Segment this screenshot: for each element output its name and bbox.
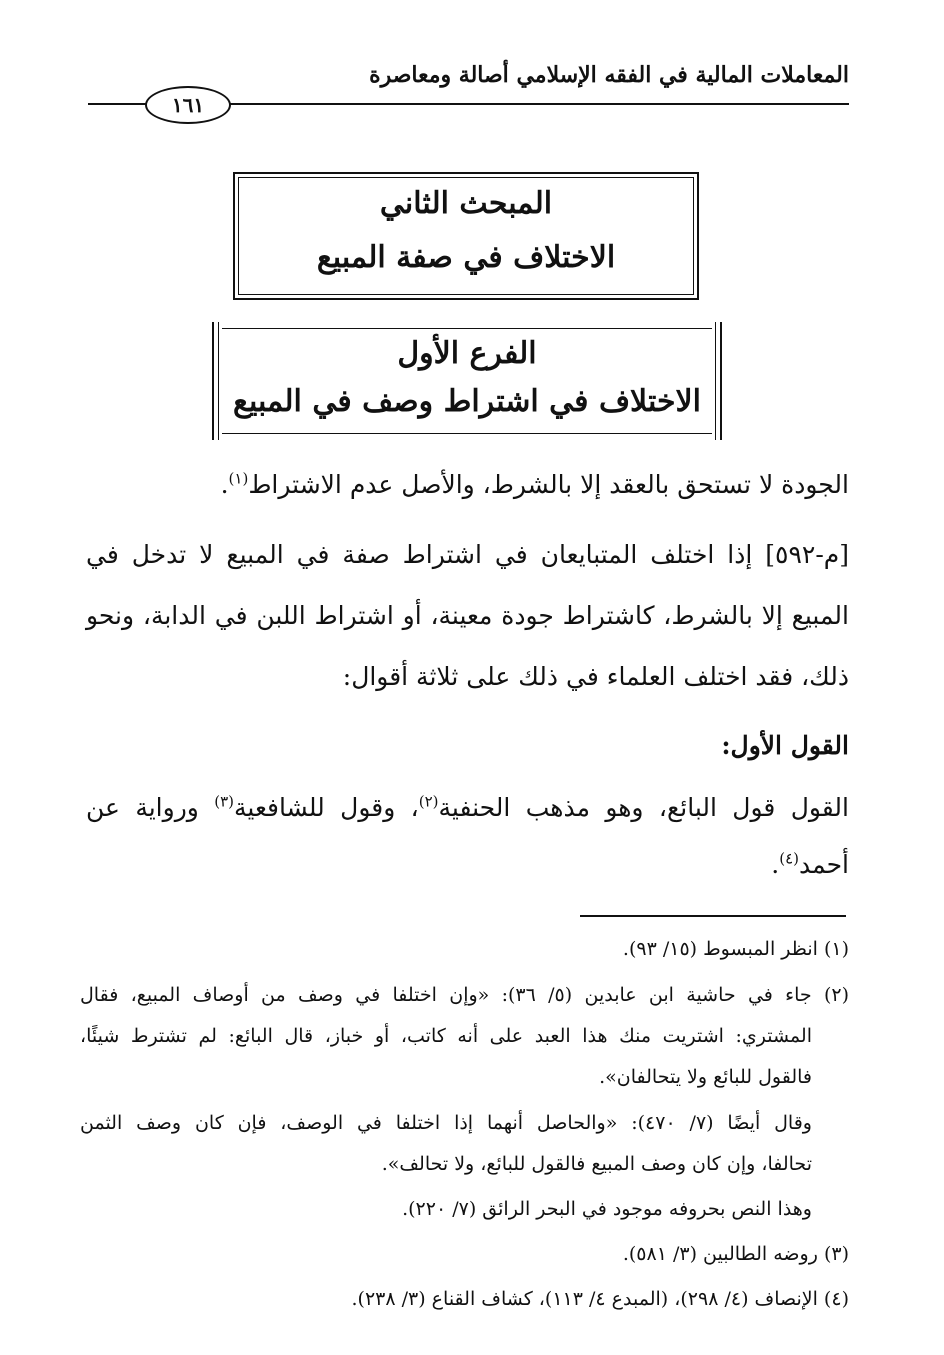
footnote-4: (٤) الإنصاف (٤/ ٢٩٨)، (المبدع ٤/ ١١٣)، كشاف القناع (٣/ ٢٣٨).: [351, 1288, 849, 1310]
footnote-2-line-4: وقال أيضًا (٧/ ٤٧٠): «والحاصل أنهما إذا اختلفا في الوصف، فإن كان وصف الثمن: [80, 1112, 812, 1134]
footnote-2-line-5: تحالفا، وإن كان وصف المبيع فالقول للبائع، ولا تحالف».: [381, 1153, 812, 1175]
issue-line-3: ذلك، فقد اختلف العلماء في ذلك على ثلاثة أقوال:: [342, 662, 849, 691]
footnote-2-line-2: المشتري: اشتريت منك هذا العبد على أنه كاتب، أو خباز، قال البائع: لم تشترط شيئًا،: [80, 1025, 812, 1047]
section-title-box: [233, 172, 699, 300]
footnote-2-line-1: (٢) جاء في حاشية ابن عابدين (٥/ ٣٦): «وإن اختلفا في وصف من أوصاف المبيع، فقال: [80, 984, 849, 1006]
section-subtitle: الاختلاف في صفة المبيع: [316, 240, 616, 275]
section-title: المبحث الثاني: [379, 186, 553, 221]
footnote-1: (١) انظر المبسوط (١٥/ ٩٣).: [622, 938, 849, 960]
footnote-2-line-3: فالقول للبائع ولا يتحالفان».: [599, 1066, 812, 1088]
opinion-text-3: ورواية عن: [86, 793, 215, 822]
first-opinion-heading: القول الأول:: [721, 731, 849, 760]
footnote-ref-3: (٣): [214, 792, 235, 811]
footnote-separator: [580, 915, 846, 917]
principle-period: .: [220, 470, 229, 499]
footnote-ref-4: (٤): [779, 849, 800, 868]
opinion-ahmad: أحمد: [799, 850, 849, 879]
opinion-text-1: القول قول البائع، وهو مذهب الحنفية: [438, 793, 849, 822]
running-title: المعاملات المالية في الفقه الإسلامي أصالة ومعاصرة: [369, 62, 849, 88]
footnote-ref-2: (٢): [418, 792, 439, 811]
issue-line-1: [م-٥٩٢] إذا اختلف المتبايعان في اشتراط صفة في المبيع لا تدخل في: [86, 540, 849, 569]
page-number: ١٦١: [145, 86, 231, 124]
opinion-text-2: ، وقول للشافعية: [234, 793, 419, 822]
footnote-ref-1: (١): [228, 469, 249, 488]
footnote-2-line-6: وهذا النص بحروفه موجود في البحر الرائق (٧/ ٢٢٠).: [402, 1198, 812, 1220]
issue-line-2: المبيع إلا بالشرط، كاشتراط جودة معينة، أو اشتراط اللبن في الدابة، ونحو: [86, 601, 849, 630]
principle-text: [221, 470, 849, 500]
principle-body: الجودة لا تستحق بالعقد إلا بالشرط، والأصل عدم الاشتراط: [248, 470, 849, 499]
opinion-period: .: [771, 850, 780, 879]
branch-title: الفرع الأول: [397, 336, 537, 371]
branch-title-box: [212, 322, 722, 440]
opinion-line-2: [771, 850, 849, 880]
branch-subtitle: الاختلاف في اشتراط وصف في المبيع: [232, 384, 702, 419]
opinion-line-1: [86, 793, 849, 823]
footnote-3: (٣) روضه الطالبين (٣/ ٥٨١).: [622, 1243, 849, 1265]
